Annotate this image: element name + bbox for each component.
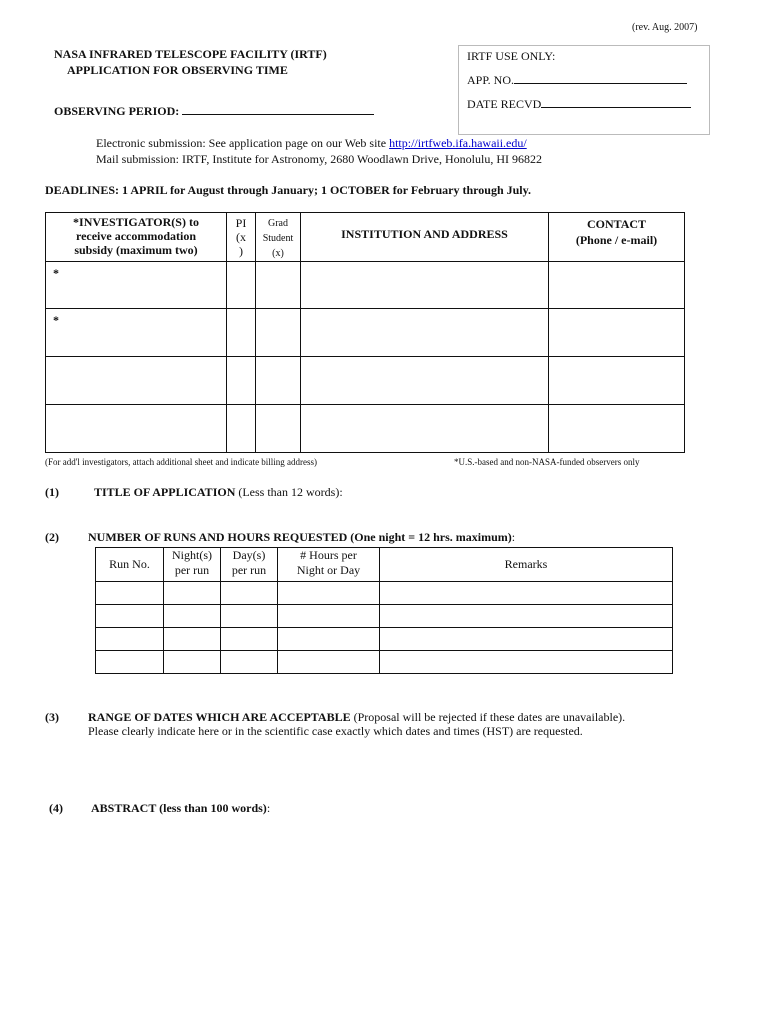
nights-cell[interactable] xyxy=(164,605,221,628)
run-no-cell[interactable] xyxy=(96,605,164,628)
section-2-heading xyxy=(88,530,515,545)
observing-period-label: OBSERVING PERIOD: xyxy=(54,104,180,118)
pi-header-line: (x xyxy=(236,230,246,244)
nights-header-line: per run xyxy=(174,563,210,577)
hours-cell[interactable] xyxy=(278,651,380,674)
section-2-suffix: : xyxy=(511,530,516,544)
pi-cell[interactable] xyxy=(227,357,256,405)
section-1-title: TITLE OF APPLICATION xyxy=(94,485,236,499)
days-header-line: Day(s) xyxy=(232,548,266,562)
remarks-cell[interactable] xyxy=(380,605,673,628)
nights-cell[interactable] xyxy=(164,651,221,674)
days-cell[interactable] xyxy=(221,605,278,628)
pi-header-line: ) xyxy=(239,244,243,258)
date-recvd-field[interactable] xyxy=(541,96,691,108)
section-3-number: (3) xyxy=(45,710,59,724)
additional-investigators-note: (For add'l investigators, attach additional sheet and indicate billing address) xyxy=(45,457,318,467)
hours-header xyxy=(278,548,380,582)
grad-header-line: Grad xyxy=(268,218,288,229)
section-4-heading xyxy=(91,801,270,816)
mail-submission: Mail submission: IRTF, Institute for Astronomy, 2680 Woodlawn Drive, Honolulu, HI 96822 xyxy=(96,152,543,166)
hours-cell[interactable] xyxy=(278,605,380,628)
section-1-number: (1) xyxy=(45,485,59,499)
run-no-cell[interactable] xyxy=(96,582,164,605)
run-row xyxy=(96,605,673,628)
pi-column-header xyxy=(227,213,256,262)
hours-header-line: # Hours per xyxy=(300,548,357,562)
grad-student-cell[interactable] xyxy=(256,262,301,309)
form-title-line1: NASA INFRARED TELESCOPE FACILITY (IRTF) xyxy=(54,47,327,61)
run-row xyxy=(96,651,673,674)
section-2-number: (2) xyxy=(45,530,59,544)
run-no-cell[interactable] xyxy=(96,651,164,674)
pi-header-line: PI xyxy=(235,216,247,230)
hours-cell[interactable] xyxy=(278,582,380,605)
grad-student-cell[interactable] xyxy=(256,405,301,453)
investigators-header-row xyxy=(46,213,685,262)
section-3-suffix: (Proposal will be rejected if these dates are unavailable). xyxy=(350,710,626,724)
observing-period-field[interactable] xyxy=(182,104,374,115)
contact-cell[interactable] xyxy=(549,405,685,453)
section-2-title: NUMBER OF RUNS AND HOURS REQUESTED (One night = 12 hrs. maximum) xyxy=(88,530,512,544)
grad-student-column-header xyxy=(256,213,301,262)
nights-header xyxy=(164,548,221,582)
electronic-submission xyxy=(96,136,527,151)
investigator-name-cell[interactable]: * xyxy=(46,262,227,309)
days-cell[interactable] xyxy=(221,651,278,674)
use-only-title: IRTF USE ONLY: xyxy=(467,49,556,63)
pi-cell[interactable] xyxy=(227,262,256,309)
pi-cell[interactable] xyxy=(227,405,256,453)
deadlines: DEADLINES: 1 APRIL for August through January; 1 OCTOBER for February through July. xyxy=(45,183,531,197)
run-no-cell[interactable] xyxy=(96,628,164,651)
revision-date: (rev. Aug. 2007) xyxy=(632,22,698,33)
investigator-row xyxy=(46,357,685,405)
subsidy-footnote: *U.S.-based and non-NASA-funded observers only xyxy=(454,457,640,467)
hours-header-line: Night or Day xyxy=(296,563,361,577)
hours-cell[interactable] xyxy=(278,628,380,651)
run-row xyxy=(96,582,673,605)
days-header xyxy=(221,548,278,582)
remarks-cell[interactable] xyxy=(380,628,673,651)
investigator-name-cell[interactable] xyxy=(46,357,227,405)
remarks-cell[interactable] xyxy=(380,651,673,674)
investigator-name-cell[interactable] xyxy=(46,405,227,453)
investigator-row xyxy=(46,309,685,357)
section-1-suffix: (Less than 12 words): xyxy=(235,485,343,499)
institution-cell[interactable] xyxy=(301,357,549,405)
investigator-header-line: receive accommodation xyxy=(75,229,197,243)
remarks-header: Remarks xyxy=(380,548,673,582)
contact-header-line: CONTACT xyxy=(586,217,647,231)
electronic-submission-text: Electronic submission: See application page on our Web site xyxy=(96,136,390,150)
runs-table xyxy=(95,547,673,674)
nights-cell[interactable] xyxy=(164,582,221,605)
investigator-row xyxy=(46,405,685,453)
date-recvd-label: DATE RECVD xyxy=(467,97,542,111)
run-row xyxy=(96,628,673,651)
investigator-name-cell[interactable]: * xyxy=(46,309,227,357)
grad-header-line: Student xyxy=(262,233,294,244)
section-3-title: RANGE OF DATES WHICH ARE ACCEPTABLE xyxy=(88,710,351,724)
institution-cell[interactable] xyxy=(301,405,549,453)
investigators-table xyxy=(45,212,685,453)
section-4-title: ABSTRACT (less than 100 words) xyxy=(91,801,267,815)
investigator-row xyxy=(46,262,685,309)
investigator-column-header xyxy=(46,213,227,262)
section-4-number: (4) xyxy=(49,801,63,815)
app-no-field[interactable] xyxy=(514,72,687,84)
contact-column-header xyxy=(549,213,685,262)
irtf-use-only-box xyxy=(458,45,710,135)
section-1-heading xyxy=(94,485,343,500)
remarks-cell[interactable] xyxy=(380,582,673,605)
institution-column-header: INSTITUTION AND ADDRESS xyxy=(301,213,549,262)
irtf-web-link[interactable]: http://irtfweb.ifa.hawaii.edu/ xyxy=(389,136,527,150)
grad-header-line: (x) xyxy=(272,248,284,259)
days-header-line: per run xyxy=(231,563,267,577)
observing-period xyxy=(54,104,374,119)
app-no-label: APP. NO. xyxy=(467,73,515,87)
section-3-heading xyxy=(88,710,688,738)
grad-student-cell[interactable] xyxy=(256,309,301,357)
investigator-header-line: subsidy (maximum two) xyxy=(74,243,198,257)
section-3-line1 xyxy=(88,710,688,724)
days-cell[interactable] xyxy=(221,628,278,651)
section-3-line2: Please clearly indicate here or in the scientific case exactly which dates and times (HST) are requested. xyxy=(88,724,583,738)
form-title-line2: APPLICATION FOR OBSERVING TIME xyxy=(67,63,288,77)
runs-header-row xyxy=(96,548,673,582)
run-no-header: Run No. xyxy=(96,548,164,582)
contact-cell[interactable] xyxy=(549,357,685,405)
app-no-row xyxy=(467,72,687,88)
nights-header-line: Night(s) xyxy=(172,548,212,562)
institution-cell[interactable] xyxy=(301,262,549,309)
section-4-suffix: : xyxy=(266,801,271,815)
contact-header-line: (Phone / e-mail) xyxy=(575,233,658,247)
nights-cell[interactable] xyxy=(164,628,221,651)
contact-cell[interactable] xyxy=(549,262,685,309)
days-cell[interactable] xyxy=(221,582,278,605)
investigator-header-line: *INVESTIGATOR(S) to xyxy=(73,215,199,229)
grad-student-cell[interactable] xyxy=(256,357,301,405)
date-recvd-row xyxy=(467,96,691,112)
contact-cell[interactable] xyxy=(549,309,685,357)
institution-cell[interactable] xyxy=(301,309,549,357)
pi-cell[interactable] xyxy=(227,309,256,357)
